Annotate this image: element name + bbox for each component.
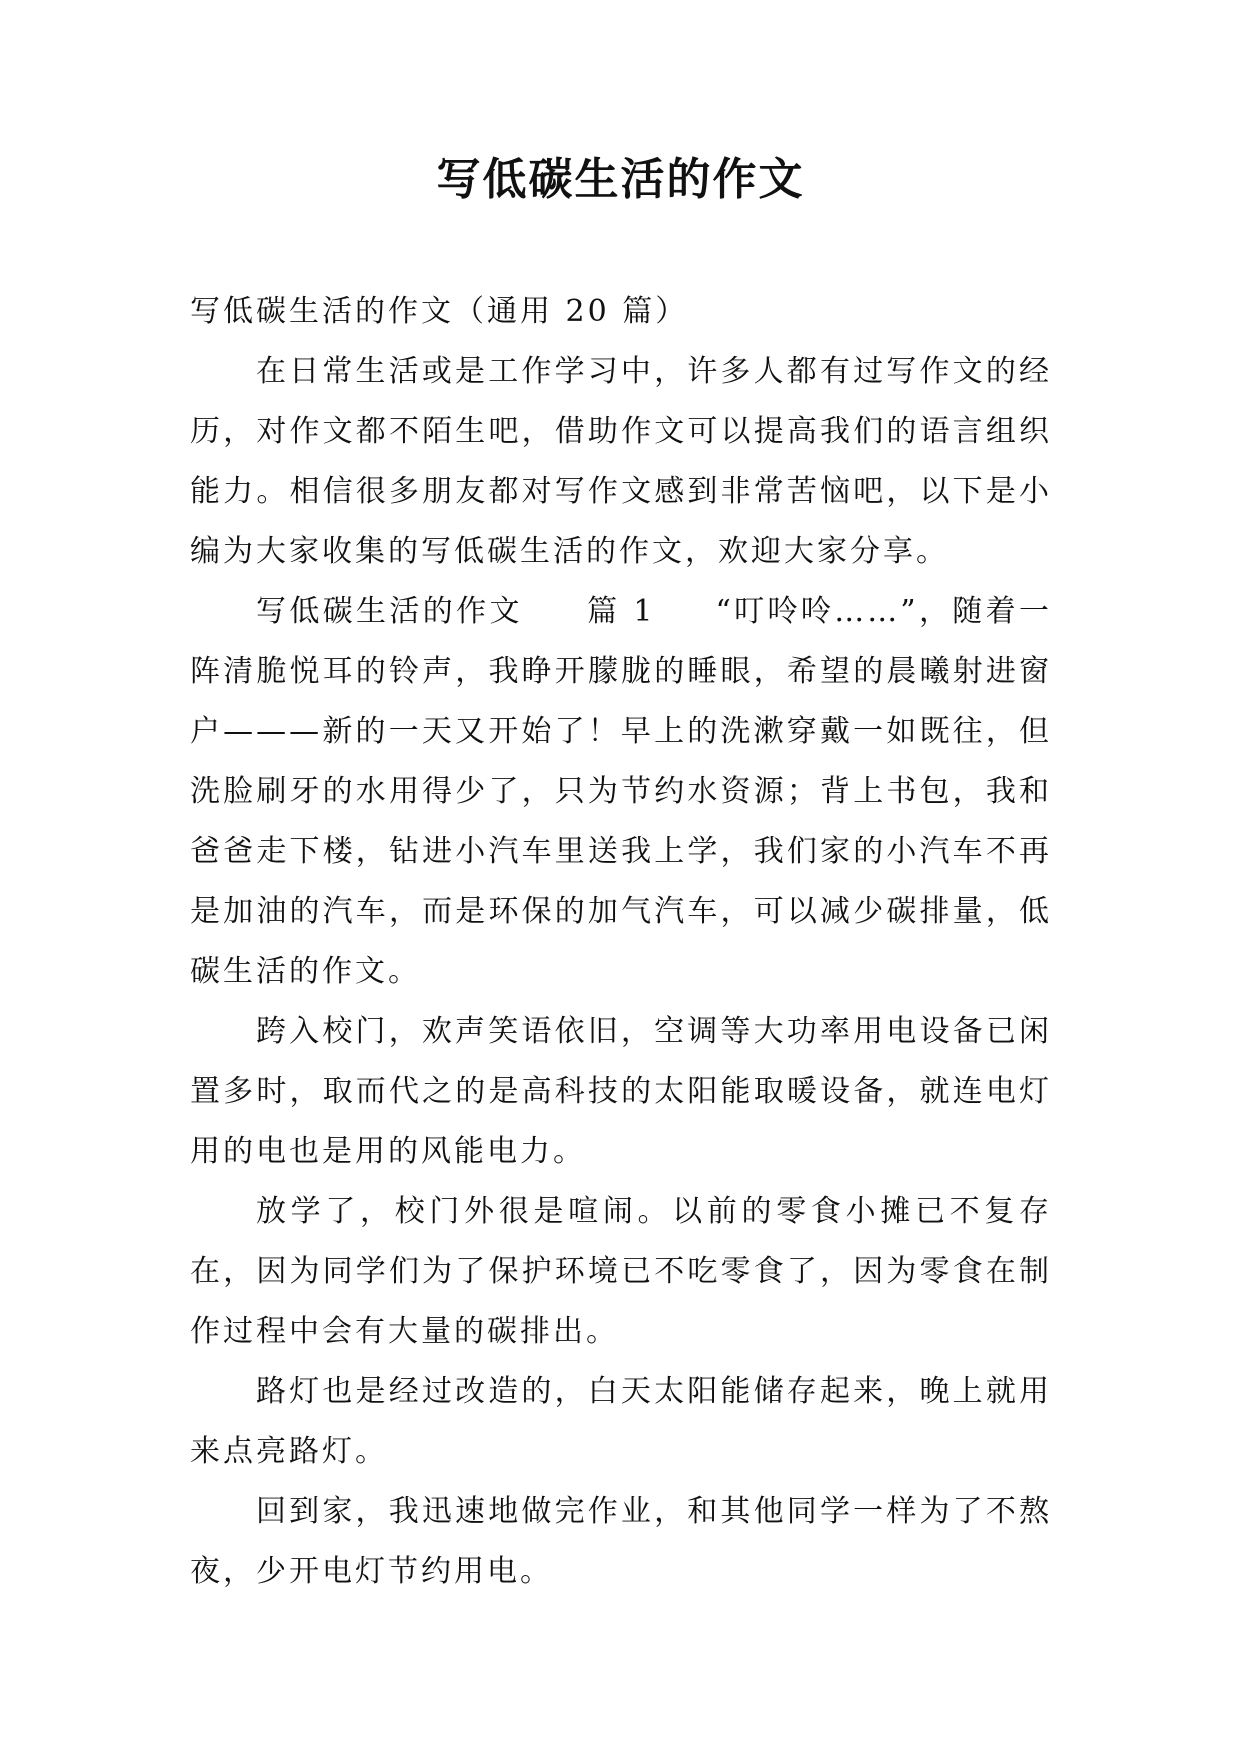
document-subtitle: 写低碳生活的作文（通用 20 篇） <box>190 294 689 329</box>
section-1-paragraph <box>190 582 1052 1002</box>
intro-paragraph: 在日常生活或是工作学习中，许多人都有过写作文的经历，对作文都不陌生吧，借助作文可以提高我们的语言组织能力。相信很多朋友都对写作文感到非常苦恼吧，以下是小编为大家收集的写低碳生活的作文，欢迎大家分享。 <box>190 354 1052 569</box>
body-paragraph: 放学了，校门外很是喧闹。以前的零食小摊已不复存在，因为同学们为了保护环境已不吃零食了，因为零食在制作过程中会有大量的碳排出。 <box>190 1194 1052 1349</box>
body-paragraph: 回到家，我迅速地做完作业，和其他同学一样为了不熬夜，少开电灯节约用电。 <box>190 1494 1052 1589</box>
body-paragraph: 跨入校门，欢声笑语依旧，空调等大功率用电设备已闲置多时，取而代之的是高科技的太阳能取暖设备，就连电灯用的电也是用的风能电力。 <box>190 1014 1052 1169</box>
body-paragraph: 路灯也是经过改造的，白天太阳能储存起来，晚上就用来点亮路灯。 <box>190 1374 1052 1469</box>
section-1-heading: 写低碳生活的作文 <box>256 594 523 629</box>
document-title: 写低碳生活的作文 <box>436 154 805 205</box>
section-1-label: 篇 1 <box>586 594 656 629</box>
section-1-text: “叮呤呤……”，随着一阵清脆悦耳的铃声，我睁开朦胧的睡眼，希望的晨曦射进窗户———新的一天又开始了！早上的洗漱穿戴一如既往，但洗脸刷牙的水用得少了，只为节约水资源；背上书包，我和爸爸走下楼，钻进小汽车里送我上学，我们家的小汽车不再是加油的汽车，而是环保的加气汽车，可以减少碳排量，低碳生活的作文。 <box>190 594 1053 989</box>
document-body <box>190 282 1052 1602</box>
